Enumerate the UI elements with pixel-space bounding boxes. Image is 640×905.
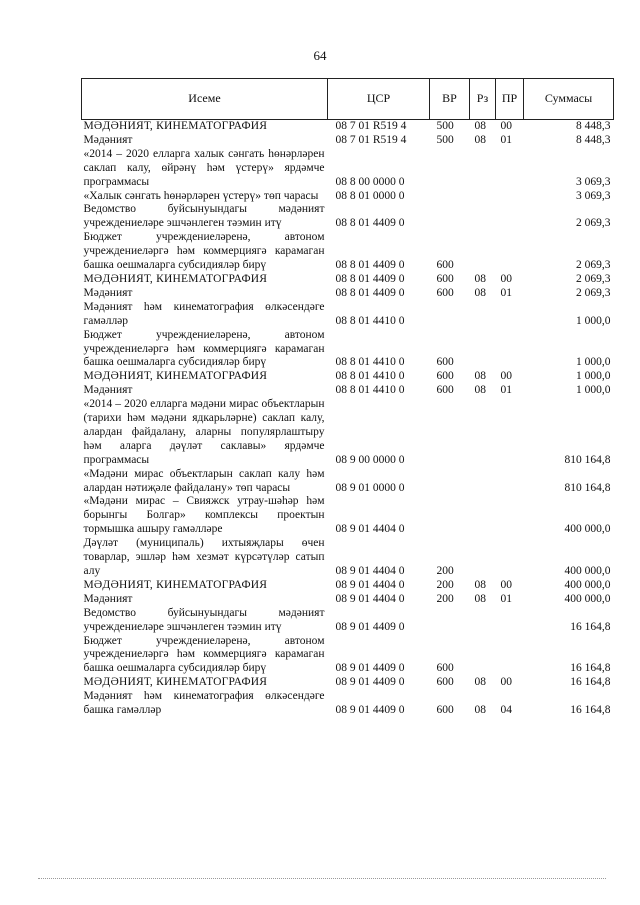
- scan-edge-line: [38, 878, 606, 879]
- cell-sum: 16 164,8: [570, 620, 611, 633]
- cell-sum: 2 069,3: [576, 217, 611, 230]
- table-row: [82, 635, 614, 677]
- cell-vr: [430, 301, 470, 329]
- cell-csr: 08 9 01 4409 0: [335, 704, 405, 717]
- cell-rz: [470, 190, 496, 204]
- cell-name: МӘДӘНИЯТ, КИНЕМАТОГРАФИЯ: [83, 120, 268, 132]
- cell-csr: 08 9 01 4404 0: [335, 592, 405, 605]
- cell-vr: 600: [436, 676, 454, 689]
- cell-pr: [496, 607, 524, 635]
- cell-name: Мәдәният һәм кинематография өлкәсендәге гамәлләр: [83, 300, 325, 327]
- header-vr: ВР: [430, 79, 470, 120]
- table-row: [82, 607, 614, 635]
- cell-vr: 600: [436, 704, 454, 717]
- cell-sum: 1 000,0: [576, 314, 611, 327]
- table-row: [82, 148, 614, 190]
- cell-csr: 08 9 01 4404 0: [335, 523, 405, 536]
- cell-pr: [496, 635, 524, 677]
- table-row: [82, 676, 614, 690]
- table-row: [82, 120, 614, 134]
- table-row: [82, 579, 614, 593]
- table-row: [82, 231, 614, 273]
- cell-name: Мәдәният: [83, 133, 133, 146]
- cell-rz: [470, 537, 496, 579]
- cell-pr: [496, 148, 524, 190]
- cell-rz: [470, 148, 496, 190]
- cell-pr: 01: [500, 133, 512, 146]
- cell-vr: [430, 468, 470, 496]
- cell-sum: 3 069,3: [576, 175, 611, 188]
- cell-csr: 08 9 00 0000 0: [335, 453, 405, 466]
- header-pr: ПР: [496, 79, 524, 120]
- table-body: [82, 120, 614, 718]
- cell-pr: [496, 231, 524, 273]
- header-name: Исеме: [82, 79, 328, 120]
- cell-name: «2014 – 2020 елларга халык сәнгать һөнәрләрен саклап калу, өйрәнү һәм үстерү» ярдәмче программасы: [83, 147, 325, 188]
- cell-pr: 00: [500, 578, 512, 591]
- cell-rz: 08: [474, 370, 486, 383]
- cell-name: Бюджет учреждениеләренә, автоном учреждениеләргә һәм коммерциягә карамаган башка оешмаларга субсидияләр бирү: [83, 634, 325, 675]
- cell-sum: 1 000,0: [576, 370, 611, 383]
- table-row: [82, 537, 614, 579]
- cell-csr: 08 7 01 R519 4: [335, 133, 407, 146]
- cell-vr: 200: [436, 565, 454, 577]
- table-row: [82, 301, 614, 329]
- cell-rz: [470, 398, 496, 468]
- table-row: [82, 190, 614, 204]
- cell-pr: 00: [500, 676, 512, 689]
- cell-sum: 400 000,0: [564, 565, 611, 577]
- table-header: [82, 79, 614, 120]
- cell-csr: 08 9 01 0000 0: [335, 481, 405, 494]
- cell-rz: 08: [474, 272, 486, 285]
- cell-pr: [496, 190, 524, 204]
- table-row: [82, 468, 614, 496]
- cell-vr: 500: [436, 120, 454, 132]
- header-rz: Рз: [470, 79, 496, 120]
- cell-rz: [470, 468, 496, 496]
- cell-pr: 01: [500, 286, 512, 299]
- cell-name: Бюджет учреждениеләренә, автоном учреждениеләргә һәм коммерциягә карамаган башка оешмаларга субсидияләр бирү: [83, 328, 325, 369]
- cell-sum: 810 164,8: [564, 453, 611, 466]
- cell-vr: 600: [436, 259, 454, 272]
- table-row: [82, 593, 614, 607]
- cell-rz: 08: [474, 578, 486, 591]
- cell-pr: [496, 301, 524, 329]
- table-row: [82, 287, 614, 301]
- cell-vr: 600: [436, 356, 454, 369]
- cell-csr: 08 8 00 0000 0: [335, 175, 405, 188]
- cell-sum: 2 069,3: [576, 286, 611, 299]
- cell-name: «Мәдәни мирас объектларын саклап калу һәм алардан нәтиҗәле файдалану» төп чарасы: [83, 467, 325, 494]
- cell-pr: 00: [500, 120, 512, 132]
- cell-vr: 600: [436, 370, 454, 383]
- cell-sum: 1 000,0: [576, 356, 611, 369]
- cell-rz: [470, 495, 496, 537]
- cell-name: Мәдәният: [83, 592, 133, 605]
- cell-csr: 08 8 01 4409 0: [335, 259, 405, 272]
- cell-csr: 08 8 01 4410 0: [335, 370, 405, 383]
- cell-vr: [430, 203, 470, 231]
- cell-pr: [496, 495, 524, 537]
- cell-pr: [496, 468, 524, 496]
- header-csr: ЦСР: [328, 79, 430, 120]
- cell-sum: 16 164,8: [570, 662, 611, 675]
- cell-name: МӘДӘНИЯТ, КИНЕМАТОГРАФИЯ: [83, 676, 268, 689]
- cell-name: Мәдәният: [83, 384, 133, 397]
- cell-rz: [470, 301, 496, 329]
- cell-pr: 01: [500, 592, 512, 605]
- cell-vr: 600: [436, 272, 454, 285]
- cell-sum: 16 164,8: [570, 676, 611, 689]
- cell-csr: 08 9 01 4404 0: [335, 565, 405, 577]
- cell-vr: 200: [436, 578, 454, 591]
- cell-sum: 400 000,0: [564, 578, 611, 591]
- cell-pr: [496, 398, 524, 468]
- cell-sum: 2 069,3: [576, 272, 611, 285]
- cell-csr: 08 9 01 4404 0: [335, 578, 405, 591]
- cell-vr: 600: [436, 286, 454, 299]
- cell-name: «Мәдәни мирас – Свияжск утрау-шәһәр һәм борынгы Болгар» комплексы проектын тормышка ашыру гамәлләре: [83, 495, 325, 536]
- cell-vr: 600: [436, 662, 454, 675]
- cell-csr: 08 8 01 4409 0: [335, 272, 405, 285]
- cell-rz: 08: [474, 704, 486, 717]
- cell-csr: 08 7 01 R519 4: [335, 120, 407, 132]
- cell-vr: 200: [436, 592, 454, 605]
- cell-name: МӘДӘНИЯТ, КИНЕМАТОГРАФИЯ: [83, 370, 268, 383]
- cell-csr: 08 8 01 4410 0: [335, 384, 405, 397]
- cell-pr: [496, 203, 524, 231]
- cell-name: Мәдәният һәм кинематография өлкәсендәге башка гамәлләр: [83, 690, 325, 717]
- cell-csr: 08 8 01 4409 0: [335, 286, 405, 299]
- table-row: [82, 273, 614, 287]
- cell-name: МӘДӘНИЯТ, КИНЕМАТОГРАФИЯ: [83, 578, 268, 591]
- cell-rz: [470, 635, 496, 677]
- cell-name: Бюджет учреждениеләренә, автоном учреждениеләргә һәм коммерциягә карамаган башка оешмаларга субсидияләр бирү: [83, 231, 325, 272]
- budget-table: [81, 78, 614, 718]
- cell-rz: [470, 203, 496, 231]
- cell-csr: 08 8 01 0000 0: [335, 189, 405, 202]
- cell-name: Дәүләт (муниципаль) ихтыяҗлары өчен товарлар, эшләр һәм хезмәт күрсәтүләр сатып алу: [83, 537, 325, 577]
- cell-vr: [430, 495, 470, 537]
- table-row: [82, 370, 614, 384]
- table-row: [82, 398, 614, 468]
- table-row: [82, 329, 614, 371]
- cell-rz: [470, 329, 496, 371]
- cell-pr: 00: [500, 370, 512, 383]
- cell-sum: 8 448,3: [576, 133, 611, 146]
- cell-sum: 3 069,3: [576, 189, 611, 202]
- cell-csr: 08 8 01 4409 0: [335, 217, 405, 230]
- cell-csr: 08 9 01 4409 0: [335, 662, 405, 675]
- table-row: [82, 134, 614, 148]
- cell-name: «Халык сәнгать һөнәрләрен үстерү» төп чарасы: [83, 189, 319, 202]
- table-row: [82, 203, 614, 231]
- cell-name: «2014 – 2020 елларга мәдәни мирас объектларын (тарихи һәм мәдәни ядкарьләрне) саклап калу, алардан файдалану, аларны популярлаштыру һәм аларга дәүләт саклавы» ярдәмче программасы: [83, 398, 325, 466]
- cell-rz: 08: [474, 133, 486, 146]
- cell-name: МӘДӘНИЯТ, КИНЕМАТОГРАФИЯ: [83, 272, 268, 285]
- cell-sum: 810 164,8: [564, 481, 611, 494]
- cell-pr: [496, 537, 524, 579]
- cell-sum: 16 164,8: [570, 704, 611, 717]
- cell-rz: 08: [474, 286, 486, 299]
- cell-name: Ведомство буйсынуындагы мәдәният учреждениеләре эшчәнлеген тәэмин итү: [83, 606, 325, 633]
- table-row: [82, 384, 614, 398]
- cell-csr: 08 9 01 4409 0: [335, 620, 405, 633]
- cell-rz: [470, 607, 496, 635]
- page-number: 64: [313, 48, 327, 63]
- cell-sum: 400 000,0: [564, 592, 611, 605]
- cell-vr: [430, 190, 470, 204]
- cell-vr: [430, 607, 470, 635]
- cell-sum: 400 000,0: [564, 523, 611, 536]
- cell-rz: 08: [474, 592, 486, 605]
- cell-sum: 8 448,3: [576, 120, 611, 132]
- cell-vr: [430, 398, 470, 468]
- cell-name: Мәдәният: [83, 286, 133, 299]
- cell-csr: 08 8 01 4410 0: [335, 314, 405, 327]
- cell-pr: 00: [500, 272, 512, 285]
- cell-rz: 08: [474, 120, 486, 132]
- cell-rz: 08: [474, 676, 486, 689]
- table-row: [82, 690, 614, 718]
- cell-sum: 1 000,0: [576, 384, 611, 397]
- cell-pr: 04: [500, 704, 512, 717]
- cell-csr: 08 8 01 4410 0: [335, 356, 405, 369]
- cell-vr: 600: [436, 384, 454, 397]
- table-row: [82, 495, 614, 537]
- cell-sum: 2 069,3: [576, 259, 611, 272]
- cell-pr: 01: [500, 384, 512, 397]
- header-sum: Суммасы: [524, 79, 614, 120]
- cell-vr: 500: [436, 133, 454, 146]
- cell-name: Ведомство буйсынуындагы мәдәният учреждениеләре эшчәнлеген тәэмин итү: [83, 203, 325, 230]
- cell-rz: 08: [474, 384, 486, 397]
- cell-pr: [496, 329, 524, 371]
- cell-vr: [430, 148, 470, 190]
- cell-csr: 08 9 01 4409 0: [335, 676, 405, 689]
- cell-rz: [470, 231, 496, 273]
